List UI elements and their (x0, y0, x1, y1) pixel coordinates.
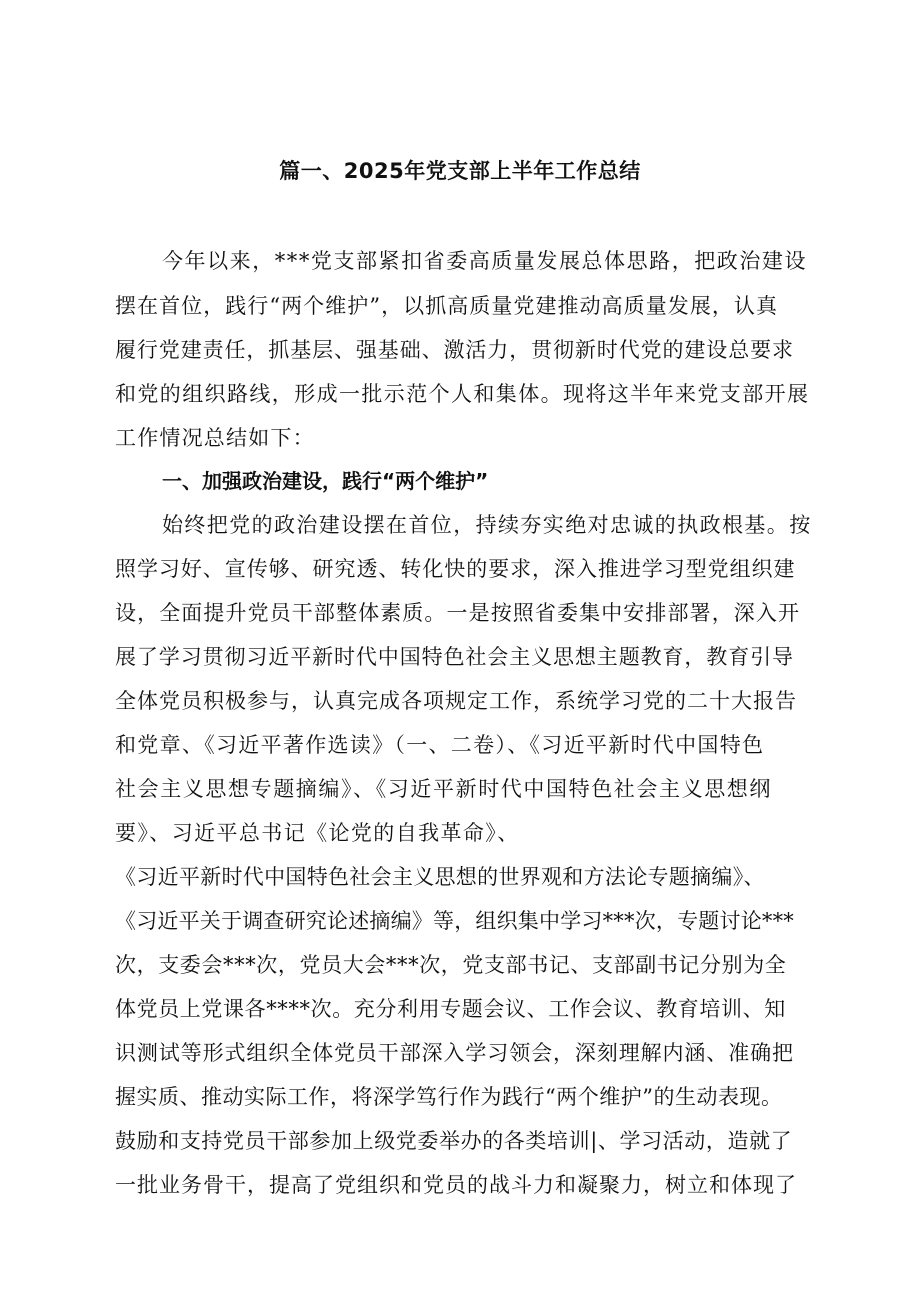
text-line: 社会主义思想专题摘编》、《习近平新时代中国特色社会主义思想纲 (115, 777, 772, 801)
text-line: 《习近平关于调查研究论述摘编》等，组织集中学习***次，专题讨论*** (115, 909, 794, 933)
text-line: 识测试等形式组织全体党员干部深入学习领会，深刻理解内涵、准确把 (115, 1041, 794, 1065)
text-line: 展了学习贯彻习近平新时代中国特色社会主义思想主题教育，教育引导 (115, 645, 794, 669)
section-heading: 一、加强政治建设，践行“两个维护” (162, 469, 489, 493)
text-line: 设，全面提升党员干部整体素质。一是按照省委集中安排部署，深入开 (115, 601, 801, 625)
text-line: 工作情况总结如下： (115, 426, 315, 450)
text-line: 《习近平新时代中国特色社会主义思想的世界观和方法论专题摘编》、 (115, 865, 765, 889)
text-line: 和党章、《习近平著作选读》（一、二卷）、《习近平新时代中国特色 (115, 733, 765, 757)
text-line: 履行党建责任，抓基层、强基础、激活力，贯彻新时代党的建设总要求 (115, 338, 794, 362)
document-title: 篇一、2025年党支部上半年工作总结 (279, 159, 641, 183)
text-line: 始终把党的政治建设摆在首位，持续夯实绝对忠诚的执政根基。按 (162, 513, 812, 537)
text-line: 照学习好、宣传够、研究透、转化快的要求，深入推进学习型党组织建 (115, 557, 796, 581)
text-line: 摆在首位，践行“两个维护”，以抓高质量党建推动高质量发展，认真 (115, 294, 779, 318)
text-line: 次，支委会***次，党员大会***次，党支部书记、支部副书记分别为全 (115, 953, 787, 977)
text-line: 一批业务骨干，提高了党组织和党员的战斗力和凝聚力，树立和体现了 (115, 1173, 797, 1197)
text-line: 今年以来，***党支部紧扣省委高质量发展总体思路，把政治建设 (162, 249, 807, 273)
text-line: 体党员上党课各****次。充分利用专题会议、工作会议、教育培训、知 (115, 997, 786, 1021)
text-line: 全体党员积极参与，认真完成各项规定工作，系统学习党的二十大报告 (115, 689, 797, 713)
text-line: 鼓励和支持党员干部参加上级党委举办的各类培训|、学习活动，造就了 (115, 1129, 793, 1153)
text-line: 要》、习近平总书记《论党的自我革命》、 (115, 821, 520, 845)
text-line: 和党的组织路线，形成一批示范个人和集体。现将这半年来党支部开展 (115, 382, 810, 406)
text-line: 握实质、推动实际工作，将深学笃行作为践行“两个维护”的生动表现。 (115, 1085, 783, 1109)
